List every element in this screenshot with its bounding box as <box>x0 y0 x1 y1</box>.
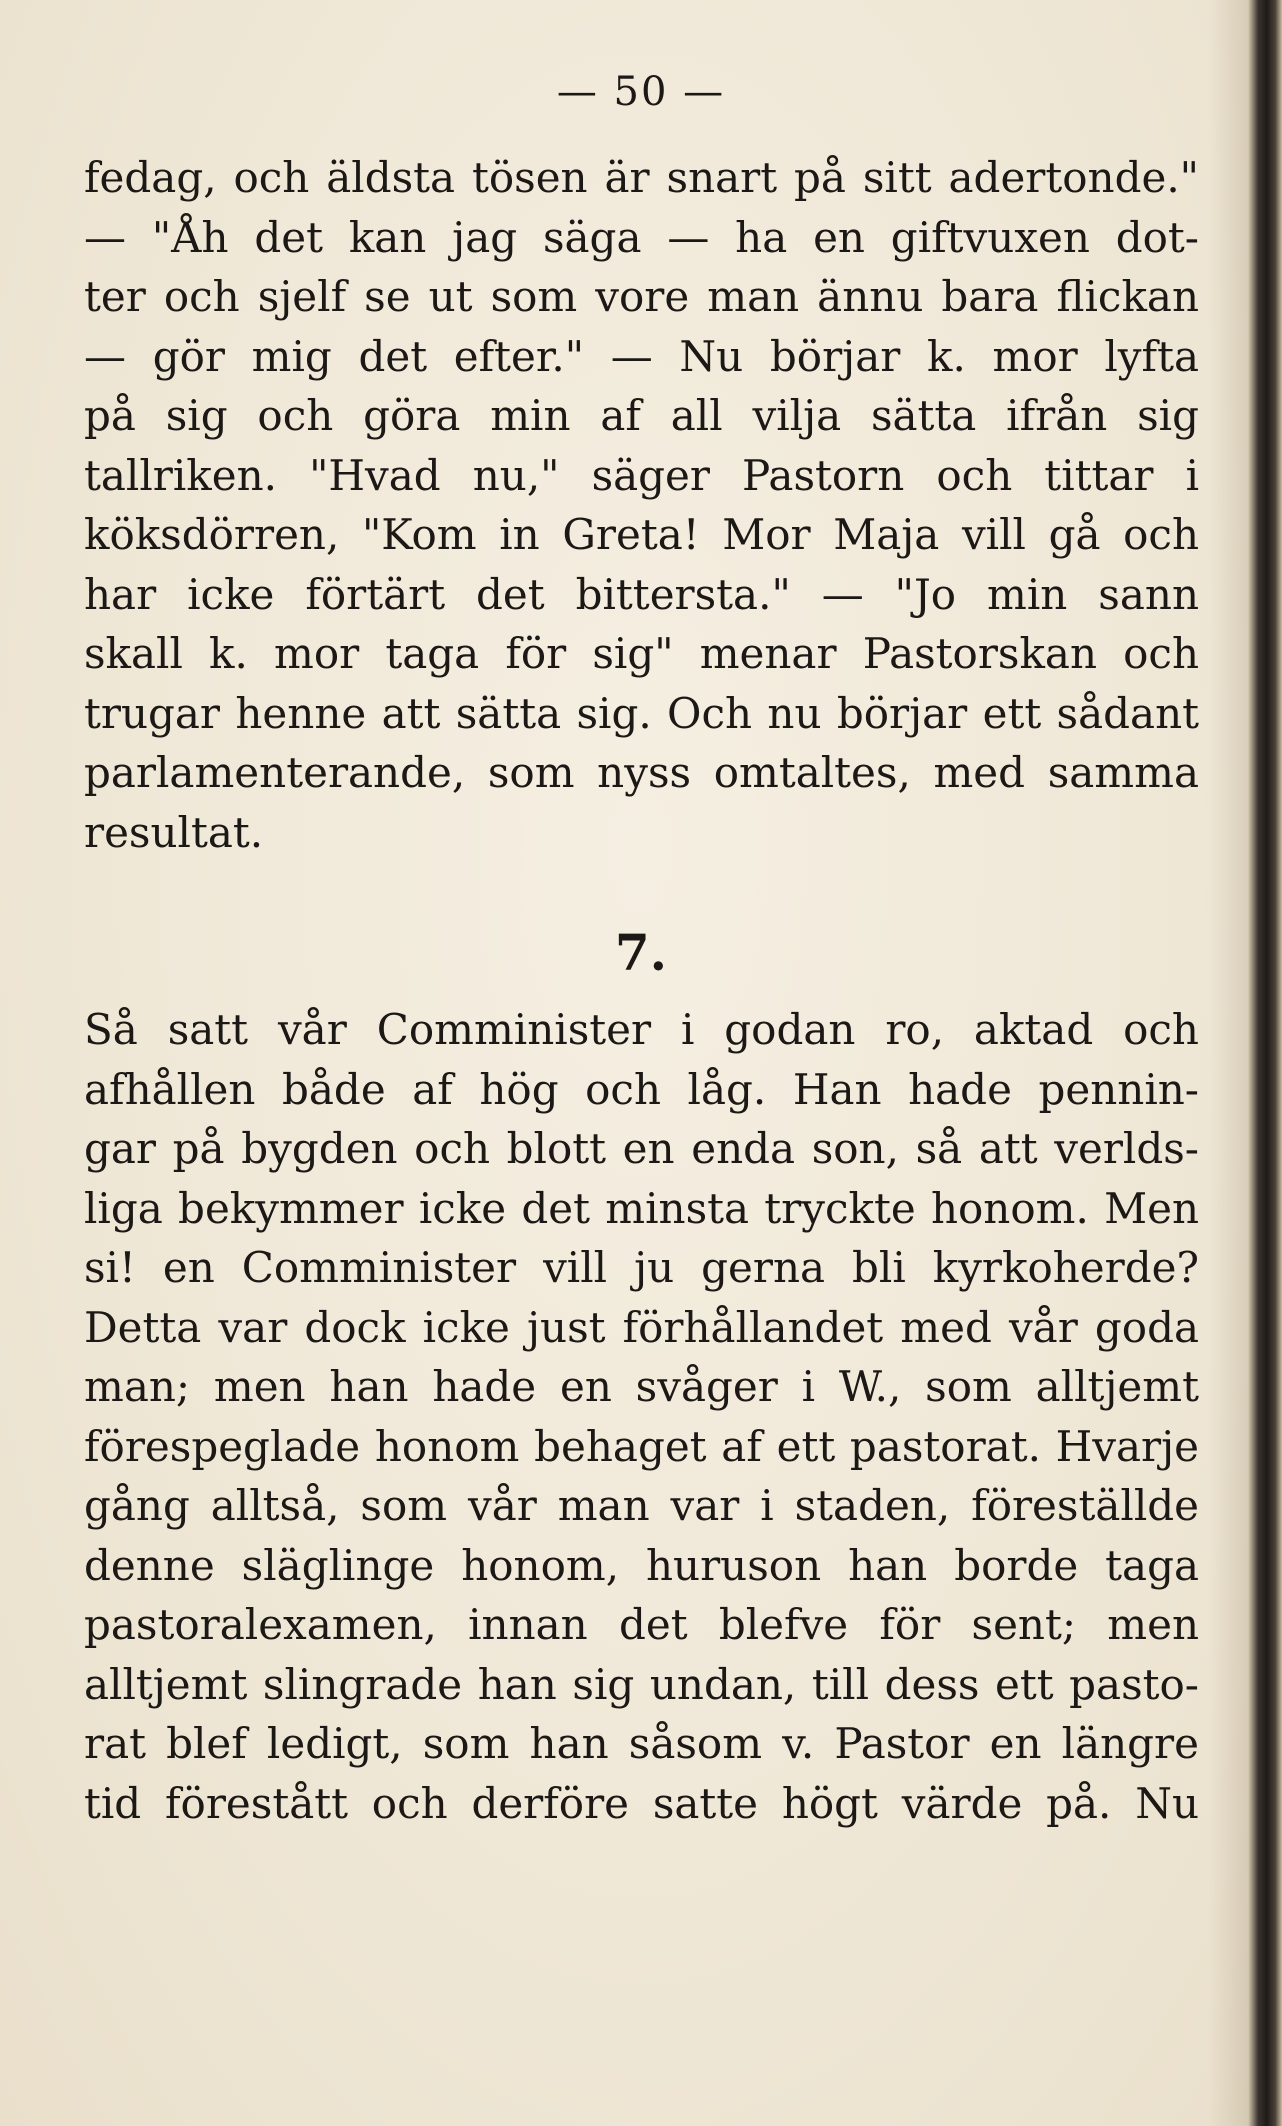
text-line: Så satt vår Comminister i godan ro, aktad och <box>84 1005 1199 1054</box>
paragraph-2 <box>84 1000 1199 1833</box>
text-line: — gör mig det efter." — Nu börjar k. mor lyfta <box>84 331 1199 381</box>
text-line: tallriken. "Hvad nu," säger Pastorn och tittar i <box>84 450 1199 500</box>
text-line: pastoralexamen, innan det blefve för sent; men <box>84 1600 1199 1649</box>
text-line: alltjemt slingrade han sig undan, till dess ett pasto- <box>84 1659 1199 1709</box>
text-line: gar på bygden och blott en enda son, så att verlds- <box>84 1124 1199 1173</box>
text-line: skall k. mor taga för sig" menar Pastorskan och <box>84 629 1199 678</box>
text-line: afhållen både af hög och låg. Han hade pennin- <box>84 1064 1199 1114</box>
paragraph-1 <box>84 148 1199 862</box>
text-line: si! en Comminister vill ju gerna bli kyrkoherde? <box>84 1243 1199 1292</box>
text-line: rat blef ledigt, som han såsom v. Pastor en längre <box>84 1719 1199 1768</box>
page-number: — 50 — <box>556 69 726 115</box>
text-line: man; men han hade en svåger i W., som alltjemt <box>84 1362 1199 1411</box>
spine-shadow <box>1208 0 1248 2126</box>
section-heading: 7. <box>614 923 668 982</box>
text-line: resultat. <box>84 807 264 857</box>
text-line: förespeglade honom behaget af ett pastorat. Hvarje <box>84 1421 1199 1471</box>
text-line: på sig och göra min af all vilja sätta ifrån sig <box>84 391 1199 440</box>
book-spine <box>1248 0 1282 2126</box>
text-line: parlamenterande, som nyss omtaltes, med samma <box>84 748 1199 797</box>
text-line: tid förestått och derföre satte högt värde på. Nu <box>84 1778 1199 1828</box>
text-line: trugar henne att sätta sig. Och nu börjar ett sådant <box>84 688 1199 738</box>
text-line: köksdörren, "Kom in Greta! Mor Maja vill gå och <box>84 510 1199 559</box>
text-line: denne släglinge honom, huruson han borde taga <box>84 1540 1199 1590</box>
text-line: fedag, och äldsta tösen är snart på sitt adertonde." <box>84 153 1199 202</box>
text-line: liga bekymmer icke det minsta tryckte honom. Men <box>84 1183 1199 1233</box>
text-line: gång alltså, som vår man var i staden, föreställde <box>84 1481 1199 1530</box>
text-line: — "Åh det kan jag säga — ha en giftvuxen dot- <box>84 212 1199 262</box>
text-line: har icke förtärt det bittersta." — "Jo min sann <box>84 569 1199 619</box>
text-line: Detta var dock icke just förhållandet med vår goda <box>84 1302 1199 1352</box>
text-line: ter och sjelf se ut som vore man ännu bara flickan <box>84 272 1199 321</box>
